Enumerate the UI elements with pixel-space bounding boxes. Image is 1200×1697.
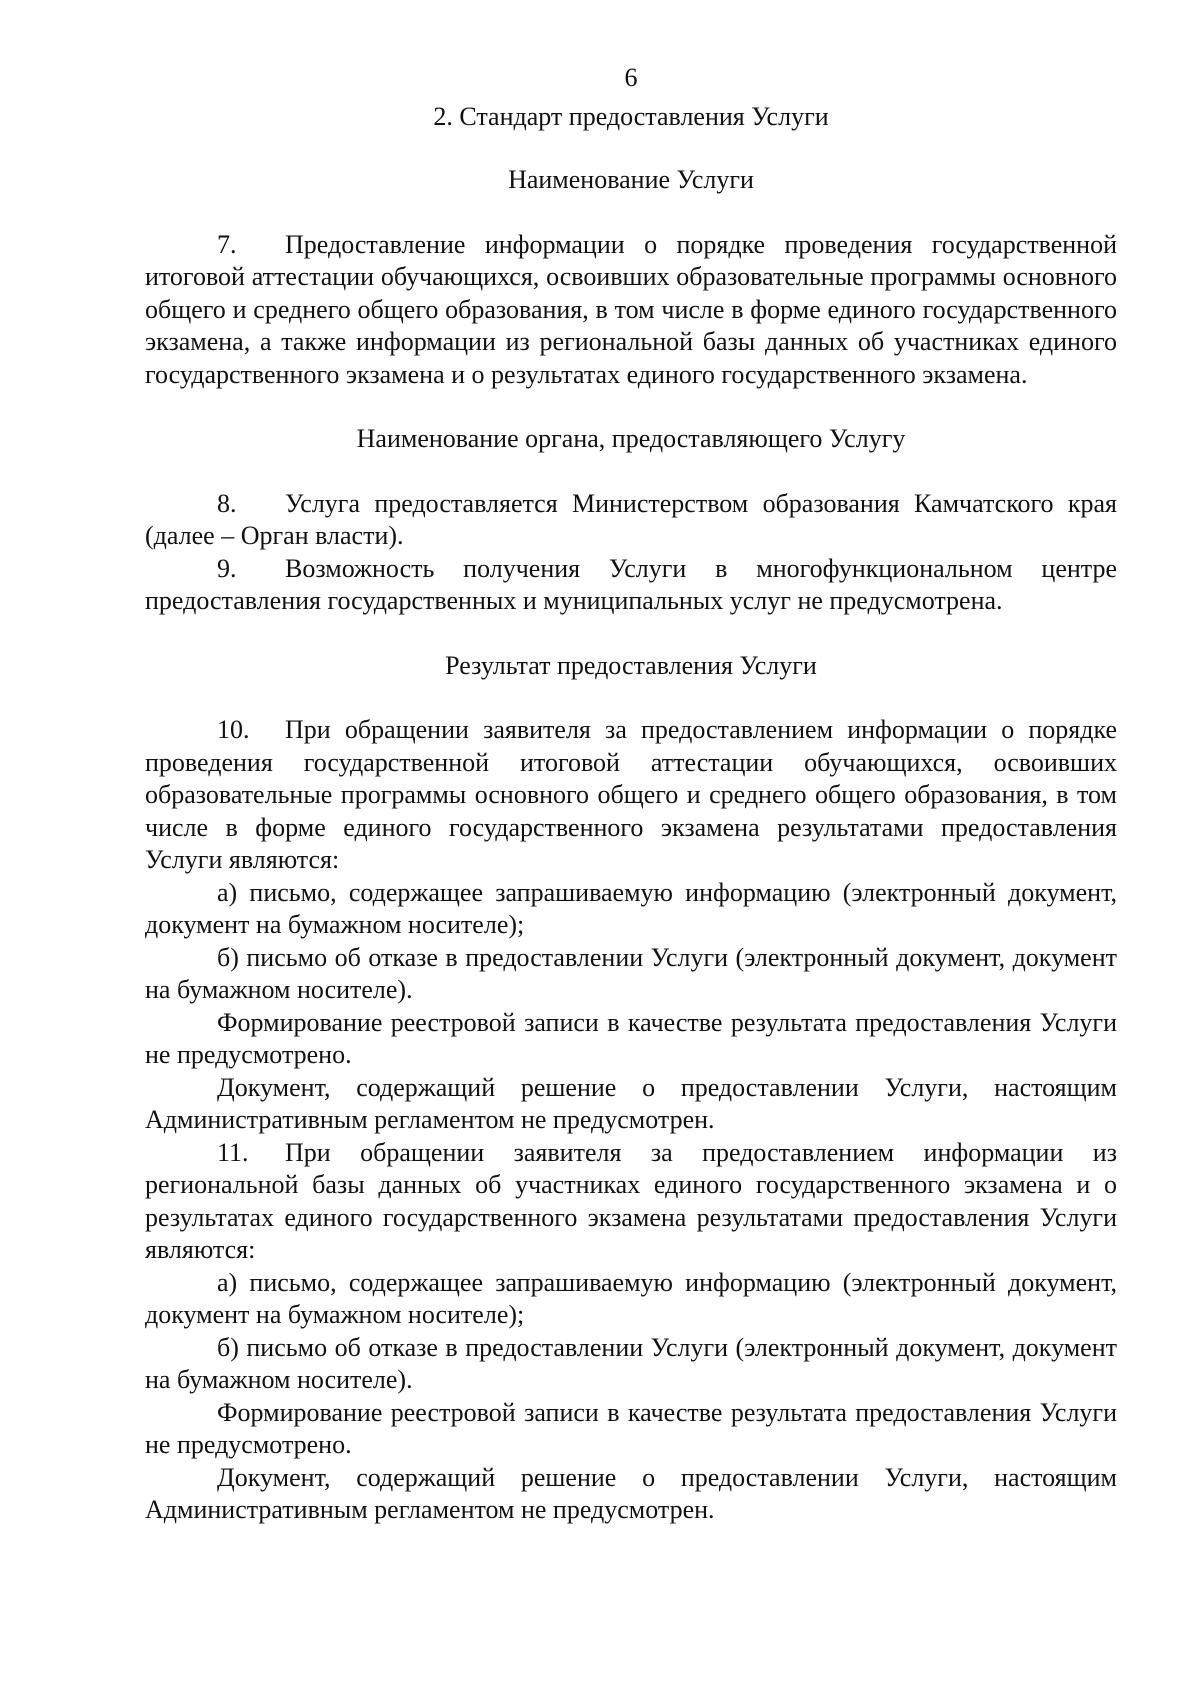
paragraph-text: При обращении заявителя за предоставлением информации из региональной базы данных об участниках единого государственного экзамена и о результатах единого государственного экзамена результатами предоставления Услуги являются:: [145, 1137, 1117, 1264]
paragraph-11: [145, 1137, 1117, 1267]
subsection-body-result: [145, 714, 1117, 1527]
paragraph-text: Предоставление информации о порядке проведения государственной итоговой аттестации обучающихся, освоивших образовательные программы основного общего и среднего общего образования, в том числе в форме единого государственного экзамена, а также информации из региональной базы данных об участниках единого государственного экзамена и о результатах единого государственного экзамена.: [145, 229, 1117, 389]
paragraph-text: Возможность получения Услуги в многофункциональном центре предоставления государственных и муниципальных услуг не предусмотрена.: [145, 553, 1117, 615]
paragraph-10-item-a: а) письмо, содержащее запрашиваемую информацию (электронный документ, документ на бумажном носителе);: [145, 877, 1117, 939]
paragraph-11-registry-note: Формирование реестровой записи в качестве результата предоставления Услуги не предусмотрено.: [145, 1397, 1117, 1459]
paragraph-10-decision-note: Документ, содержащий решение о предоставлении Услуги, настоящим Административным регламентом не предусмотрен.: [145, 1072, 1117, 1134]
page-number: 6: [624, 63, 638, 92]
section-title: 2. Стандарт предоставления Услуги: [433, 101, 829, 131]
paragraph-8: [145, 488, 1117, 553]
subsection-heading-result: Результат предоставления Услуги: [445, 650, 817, 680]
paragraph-text: Услуга предоставляется Министерством образования Камчатского края (далее – Орган власти).: [145, 488, 1117, 550]
subsection-heading-authority: Наименование органа, предоставляющего Услугу: [356, 424, 906, 453]
paragraph-text: При обращении заявителя за предоставлением информации о порядке проведения государственной итоговой аттестации обучающихся, освоивших образовательные программы основного общего и среднего общего образования, в том числе в форме единого государственного экзамена результатами предоставления Услуги являются:: [145, 715, 1117, 874]
paragraph-10-item-b: б) письмо об отказе в предоставлении Услуги (электронный документ, документ на бумажном носителе).: [145, 942, 1117, 1004]
paragraph-10-registry-note: Формирование реестровой записи в качестве результата предоставления Услуги не предусмотрено.: [145, 1007, 1117, 1069]
subsection-body-service-name: [145, 229, 1117, 392]
paragraph-number: 7.: [217, 229, 237, 259]
paragraph-11-item-b: б) письмо об отказе в предоставлении Услуги (электронный документ, документ на бумажном носителе).: [145, 1332, 1117, 1394]
subsection-heading-service-name: Наименование Услуги: [508, 165, 754, 194]
paragraph-number: 9.: [217, 553, 237, 583]
paragraph-9: [145, 553, 1117, 618]
paragraph-number: 11.: [217, 1137, 249, 1167]
paragraph-number: 8.: [217, 488, 237, 518]
paragraph-11-item-a: а) письмо, содержащее запрашиваемую информацию (электронный документ, документ на бумажном носителе);: [145, 1267, 1117, 1329]
paragraph-number: 10.: [217, 715, 250, 744]
paragraph-7: [145, 229, 1117, 392]
document-page: [145, 62, 1117, 1527]
subsection-body-authority: [145, 488, 1117, 618]
paragraph-10: [145, 714, 1117, 877]
paragraph-11-decision-note: Документ, содержащий решение о предоставлении Услуги, настоящим Административным регламентом не предусмотрен.: [145, 1462, 1117, 1524]
